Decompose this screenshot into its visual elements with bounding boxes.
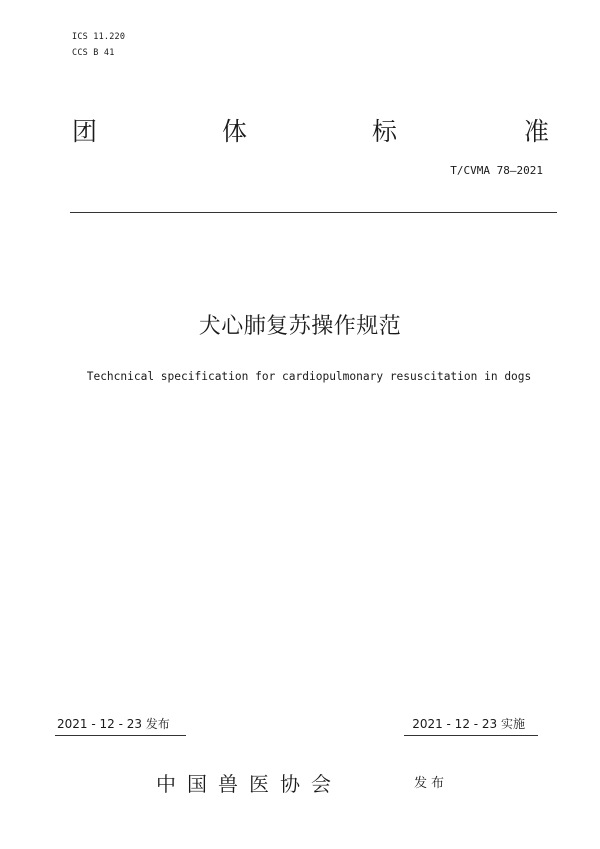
standard-type-char: 准 bbox=[524, 117, 550, 146]
header-divider bbox=[70, 212, 557, 213]
english-title: Techcnical specification for cardiopulmonary resuscitation in dogs bbox=[86, 370, 532, 383]
publisher-name: 中国兽医协会 bbox=[156, 772, 342, 796]
standard-number: T/CVMA 78—2021 bbox=[450, 164, 543, 177]
classification-codes bbox=[72, 29, 125, 61]
ccs-code: CCS B 41 bbox=[72, 48, 115, 58]
implementation-date: 2021 - 12 - 23 实施 bbox=[412, 717, 525, 731]
publish-label: 发布 bbox=[414, 776, 449, 791]
standard-type-heading bbox=[72, 112, 550, 152]
chinese-title: 犬心肺复苏操作规范 bbox=[198, 314, 402, 339]
standard-type-char: 团 bbox=[72, 117, 98, 146]
issue-date: 2021 - 12 - 23 发布 bbox=[57, 717, 170, 731]
ics-code: ICS 11.220 bbox=[72, 32, 126, 42]
standard-type-char: 体 bbox=[222, 117, 248, 146]
issue-date-underline bbox=[55, 735, 186, 736]
implementation-date-underline bbox=[404, 735, 538, 736]
standard-type-char: 标 bbox=[372, 117, 398, 146]
